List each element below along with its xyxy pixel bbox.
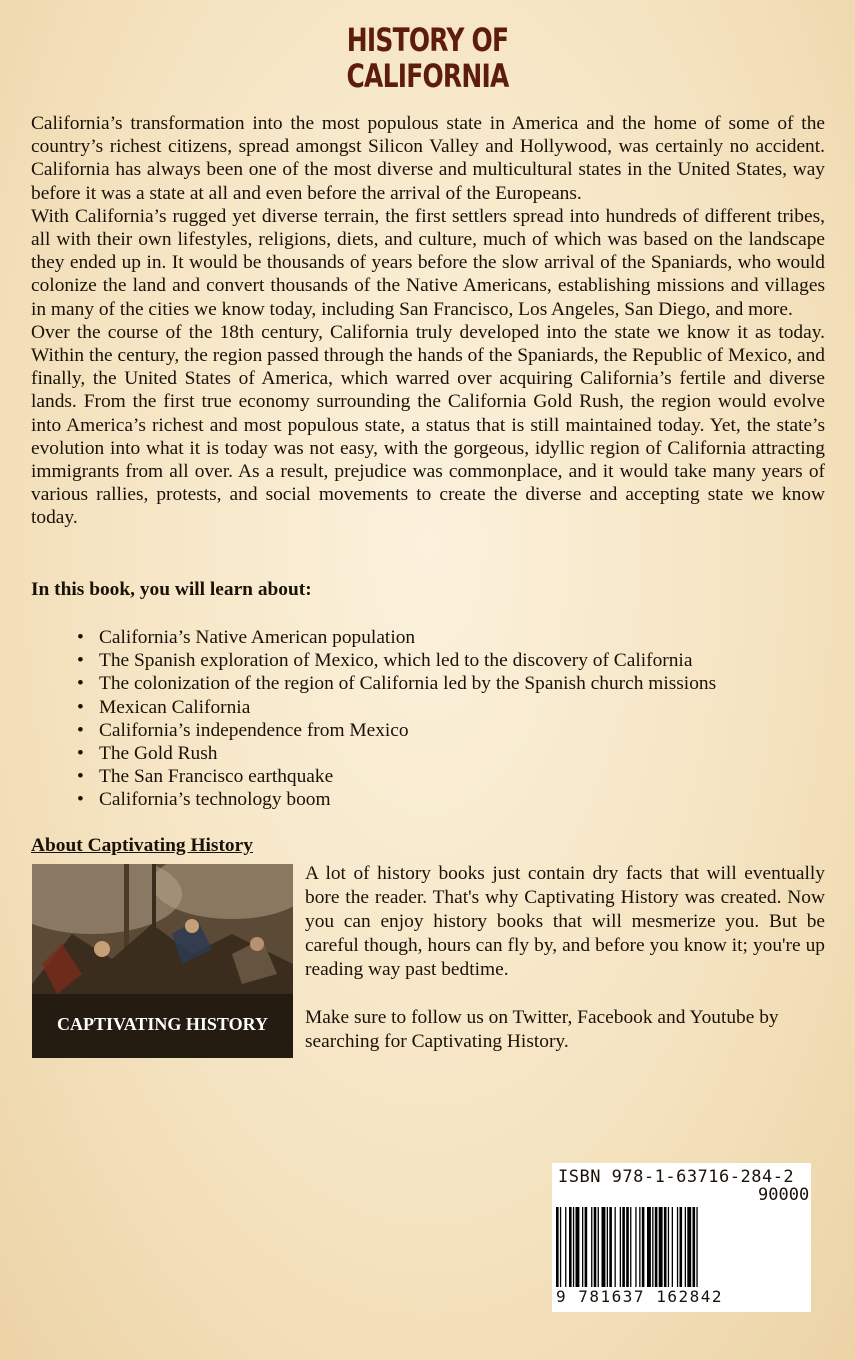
bullet-icon: • (77, 673, 84, 695)
list-item-text: Mexican California (99, 696, 251, 718)
bullet-icon: • (77, 743, 84, 765)
barcode-bar (659, 1207, 663, 1287)
barcode-digits: 9 781637 162842 (556, 1287, 723, 1306)
about-text (305, 862, 825, 1054)
barcode-bar (685, 1207, 686, 1287)
barcode-bar (693, 1207, 696, 1287)
barcode-bar (639, 1207, 640, 1287)
barcode-bar (655, 1207, 658, 1287)
barcode-bar (585, 1207, 588, 1287)
barcode-bar (696, 1207, 697, 1287)
isbn-label: ISBN 978-1-63716-284-2 (558, 1167, 795, 1187)
list-item (77, 765, 716, 788)
bullet-icon: • (77, 719, 84, 741)
learn-heading: In this book, you will learn about: (31, 579, 312, 600)
list-item-text: The San Francisco earthquake (99, 766, 334, 788)
barcode-bar (598, 1207, 599, 1287)
barcode-bar (687, 1207, 691, 1287)
barcode-bar (565, 1207, 566, 1287)
about-paragraph-1: A lot of history books just contain dry facts that will eventually bore the reader. That's why Captivating History was created. Now you can enjoy history books that will mesmerize you. But be careful though, hours can fly by, and before you know it; you're up reading way past bedtime. (305, 863, 825, 980)
barcode-bar (668, 1207, 669, 1287)
barcode-bar (630, 1207, 631, 1287)
list-item-text: The Spanish exploration of Mexico, which led to the discovery of California (99, 650, 693, 672)
bullet-icon: • (77, 650, 84, 672)
barcode-bar (677, 1207, 678, 1287)
barcode-bar (609, 1207, 612, 1287)
barcode-bar (647, 1207, 651, 1287)
barcode-bar (626, 1207, 629, 1287)
barcode-bar (591, 1207, 592, 1287)
barcode-bar (573, 1207, 574, 1287)
list-item-text: California’s independence from Mexico (99, 719, 409, 741)
bullet-icon: • (77, 789, 84, 811)
barcode-bar (672, 1207, 673, 1287)
barcode-bar (602, 1207, 606, 1287)
bullet-icon: • (77, 696, 84, 718)
barcode-bar (635, 1207, 636, 1287)
list-item-text: The colonization of the region of California led by the Spanish church missions (99, 673, 717, 695)
description-paragraph-1: California’s transformation into the most populous state in America and the home of some of the country’s richest citizens, spread amongst Silicon Valley and Hollywood, was certainly no accident. California has always been one of the most diverse and multicultural states in the United States, way before it was a state at all and even before the arrival of the Europeans. (31, 113, 825, 204)
list-item-text: California’s technology boom (99, 789, 331, 811)
barcode-bar (615, 1207, 616, 1287)
barcode-bar (642, 1207, 645, 1287)
price-code: 90000 (758, 1185, 810, 1205)
list-item-text: The Gold Rush (99, 743, 218, 765)
isbn-barcode (552, 1163, 811, 1312)
list-item (77, 719, 716, 742)
about-paragraph-2: Make sure to follow us on Twitter, Facebook and Youtube by searching for Captivating History. (305, 1007, 779, 1052)
barcode-bar (582, 1207, 583, 1287)
barcode-bar (594, 1207, 597, 1287)
barcode-bar (560, 1207, 561, 1287)
list-item-text: California’s Native American population (99, 627, 416, 648)
bullet-icon: • (77, 627, 84, 648)
title-line-1: HISTORY OF (346, 21, 509, 59)
bullet-icon: • (77, 766, 84, 788)
barcode-bar (652, 1207, 653, 1287)
publisher-logo-text: CAPTIVATING HISTORY (57, 1014, 268, 1034)
description-paragraph-3: Over the course of the 18th century, California truly developed into the state we know it as today. Within the century, the region passed through the hands of the Spaniards, the Republic of Mexico, and finally, the United States of America, which warred over acquiring California’s fertile and diverse lands. From the first true economy surrounding the California Gold Rush, the region would evolve into America’s richest and most populous state, a status that is still maintained today. Yet, the state’s evolution into what it is today was not easy, with the gorgeous, idyllic region of California attracting immigrants from all over. As a result, prejudice was commonplace, and it would take many years of various rallies, protests, and social movements to create the diverse and accepting state we know today. (31, 321, 825, 529)
about-heading: About Captivating History (31, 835, 253, 856)
title-line-2: CALIFORNIA (346, 57, 509, 95)
book-title (94, 22, 761, 94)
barcode-bar (664, 1207, 667, 1287)
description-paragraph-2: With California’s rugged yet diverse terrain, the first settlers spread into hundreds of different tribes, all with their own lifestyles, religions, diets, and culture, much of which was based on the landscape they ended up in. It would be thousands of years before the slow arrival of the Spaniards, who would colonize the land and convert thousands of the Native Americans, establishing missions and villages in many of the cities we know today, including San Francisco, Los Angeles, San Diego, and more. (31, 205, 825, 320)
learn-list (77, 626, 716, 812)
barcode-bar (556, 1207, 559, 1287)
list-item (77, 672, 716, 695)
publisher-logo-image (32, 864, 293, 1058)
barcode-bar (569, 1207, 572, 1287)
barcode-bar (576, 1207, 580, 1287)
barcode-bar (680, 1207, 683, 1287)
barcode-bar (622, 1207, 625, 1287)
barcode-bar (620, 1207, 621, 1287)
list-item (77, 696, 716, 719)
list-item (77, 742, 716, 765)
list-item (77, 626, 716, 649)
barcode-bar (607, 1207, 608, 1287)
list-item (77, 788, 716, 811)
list-item (77, 649, 716, 672)
description (31, 112, 825, 530)
